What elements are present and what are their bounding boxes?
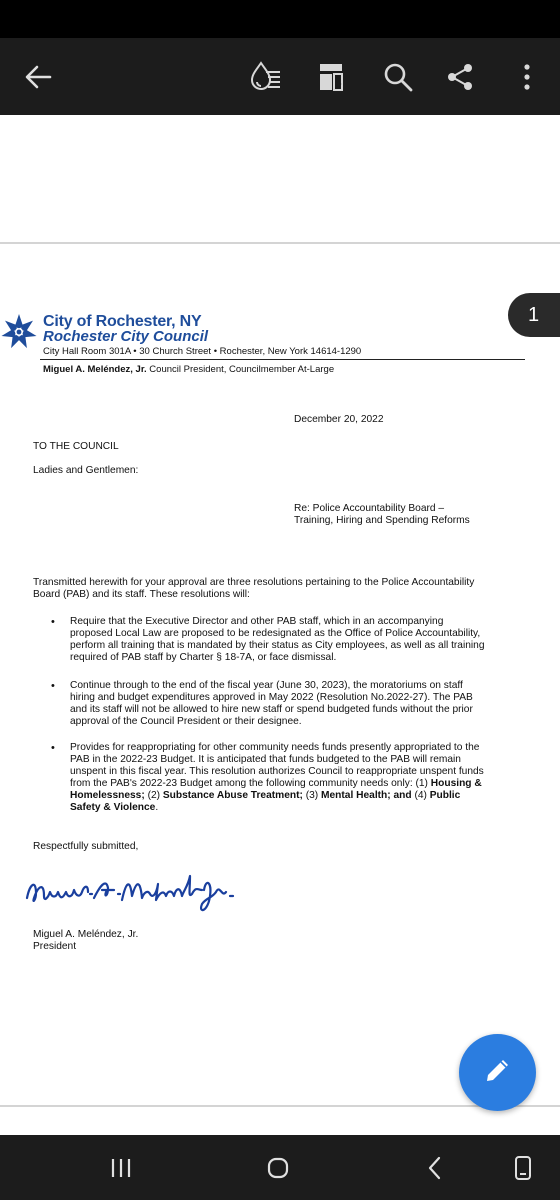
bullet-line: and its staff will not be allowed to hire new staff or spend budgeted funds without the prior xyxy=(70,704,473,715)
page-number-indicator: 1 xyxy=(508,293,560,337)
page-divider xyxy=(0,242,560,244)
bullet-line-text: (4) xyxy=(411,790,430,801)
letter-re-line-2: Training, Hiring and Spending Reforms xyxy=(294,515,470,526)
letterhead-member-name: Miguel A. Meléndez, Jr. xyxy=(43,364,147,375)
bullet-emphasis: Substance Abuse Treatment; xyxy=(162,790,303,801)
bullet-line-text: from the PAB's 2022-23 Budget among the following community needs only: (1) xyxy=(70,778,431,789)
bullet-line: hiring and budget expenditures approved in May 2022 (Resolution No.2022-27). The PAB xyxy=(70,692,473,703)
letter-intro-line: Transmitted herewith for your approval are three resolutions pertaining to the Police Accountability xyxy=(33,577,475,588)
bullet-item-2 xyxy=(70,680,520,728)
letterhead-address: City Hall Room 301A • 30 Church Street • Rochester, New York 14614-1290 xyxy=(43,346,362,357)
letter-re-line-1: Re: Police Accountability Board – xyxy=(294,503,445,514)
search-icon[interactable] xyxy=(374,38,422,115)
bullet-line-text: (3) xyxy=(302,790,322,801)
bullet-line-text: . xyxy=(155,802,159,813)
edit-fab-button[interactable] xyxy=(459,1034,536,1111)
share-icon[interactable] xyxy=(436,38,484,115)
bullet-item-3 xyxy=(70,742,520,814)
letter-addressee: TO THE COUNCIL xyxy=(33,441,119,452)
back-arrow-icon[interactable] xyxy=(14,38,62,115)
bullet-line xyxy=(70,778,520,790)
bullet-line: Continue through to the end of the fiscal year (June 30, 2023), the moratoriums on staff xyxy=(70,680,463,691)
bullet-line: proposed Local Law are proposed to be redesignated as the Office of Police Accountability, xyxy=(70,628,481,639)
letter-salutation: Ladies and Gentlemen: xyxy=(33,465,139,476)
bullet-line xyxy=(70,802,520,814)
app-toolbar xyxy=(0,38,560,115)
bullet-line-text: (2) xyxy=(144,790,163,801)
bullet-line: PAB in the 2022-23 Budget. It is anticipated that funds budgeted to the PAB will remain xyxy=(70,754,461,765)
letter-closing: Respectfully submitted, xyxy=(33,841,139,852)
letterhead-rule xyxy=(40,359,525,360)
signer-title: President xyxy=(33,941,77,952)
bullet-line: unspent in this fiscal year. This resolution authorizes Council to reappropriate unspent funds xyxy=(70,766,484,777)
bullet-line xyxy=(70,790,520,802)
bullet-dot: • xyxy=(51,742,55,754)
city-logo-icon xyxy=(0,310,38,354)
bullet-line: required of PAB staff by Charter § 18-7A, or face dismissal. xyxy=(70,652,337,663)
bullet-item-1 xyxy=(70,616,520,664)
edit-pencil-icon xyxy=(483,1055,513,1090)
layout-icon[interactable] xyxy=(307,38,355,115)
bullet-dot: • xyxy=(51,680,55,692)
more-vertical-icon[interactable] xyxy=(503,38,551,115)
letterhead-city: City of Rochester, NY xyxy=(43,313,202,330)
bullet-line: approval of the Council President or their designee. xyxy=(70,716,302,727)
screenshot-icon[interactable] xyxy=(498,1135,548,1200)
bullet-line: perform all training that is mandated by their status as City employees, as well as all training xyxy=(70,640,485,651)
back-icon[interactable] xyxy=(410,1135,460,1200)
bullet-emphasis: Safety & Violence xyxy=(70,802,156,813)
bullet-emphasis: Mental Health; and xyxy=(321,790,412,801)
page-divider xyxy=(0,1105,560,1107)
bullet-line: Provides for reappropriating for other community needs funds presently appropriated to the xyxy=(70,742,480,753)
water-drop-list-icon[interactable] xyxy=(242,38,290,115)
status-bar xyxy=(0,0,560,38)
letterhead-member xyxy=(43,364,334,375)
bullet-emphasis: Public xyxy=(429,790,461,801)
signer-name: Miguel A. Meléndez, Jr. xyxy=(33,929,139,940)
home-icon[interactable] xyxy=(253,1135,303,1200)
system-nav-bar xyxy=(0,1135,560,1200)
bullet-emphasis: Housing & xyxy=(430,778,482,789)
letterhead-member-title: Council President, Councilmember At-Large xyxy=(149,364,335,375)
letter-intro-line: Board (PAB) and its staff. These resolutions will: xyxy=(33,589,250,600)
signature-image xyxy=(22,868,247,923)
bullet-line: Require that the Executive Director and other PAB staff, which in an accompanying xyxy=(70,616,444,627)
letterhead-council: Rochester City Council xyxy=(43,328,209,345)
letter-date: December 20, 2022 xyxy=(294,414,384,425)
bullet-emphasis: Homelessness; xyxy=(70,790,145,801)
recent-apps-icon[interactable] xyxy=(96,1135,146,1200)
letter-intro xyxy=(33,577,523,601)
bullet-dot: • xyxy=(51,616,55,628)
